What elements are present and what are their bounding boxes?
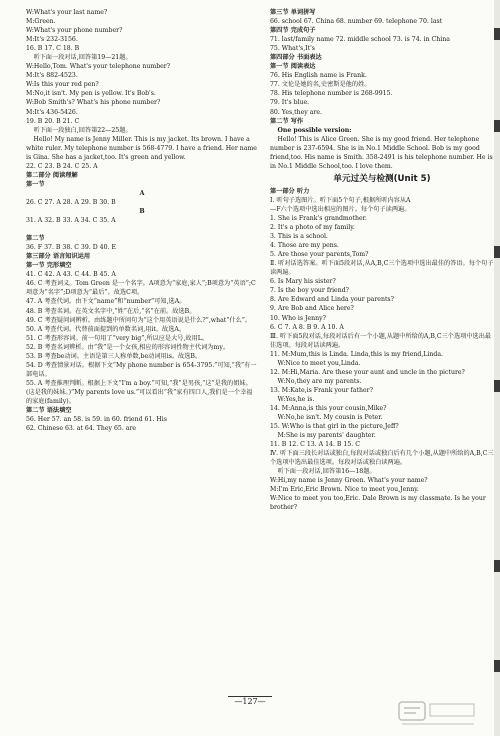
- right-column-line: W:No,they are my parents.: [277, 377, 362, 385]
- right-column-line: 13. M:Kate,is Frank your father?: [270, 386, 373, 394]
- edge-mark: [494, 560, 500, 572]
- right-column-line: 第一节 阅读表达: [270, 63, 316, 71]
- left-column-line: 第二部分 阅读理解: [26, 171, 78, 179]
- right-column-line: 9. Are Bob and Alice here?: [270, 305, 354, 313]
- right-column-line: 80. Yes,they are.: [270, 108, 323, 116]
- watermark-logo: [398, 700, 478, 730]
- right-column-line: 15. W:Who is that girl in the picture,Jeff?: [270, 423, 399, 431]
- right-column-line: 79. It's blue.: [270, 99, 310, 107]
- left-column-line: 54. D 考查情景对话。根据下文“My phone number is 654-3795.”可知,“我”有一部电话。: [26, 361, 257, 378]
- right-column-line: 第一部分 听力: [270, 187, 310, 195]
- left-column-line: M:It's 882-4523.: [26, 72, 78, 80]
- right-column-line: M:She is my parents' daughter.: [277, 432, 376, 440]
- left-column-line: 第一节: [26, 180, 45, 188]
- right-column-line: Ⅰ. 听句子选图片。听下面5个句子,根据所听内容从A: [270, 196, 411, 204]
- right-column-line: 第四节 完成句子: [270, 27, 316, 35]
- right-column-line: 3. This is a school.: [270, 233, 328, 241]
- right-column-line: 10. Who is Jenny?: [270, 314, 326, 322]
- right-column-line: 1. She is Frank's grandmother.: [270, 214, 367, 222]
- right-column-line: 75. What's,It's: [270, 45, 315, 53]
- right-column-line: 76. His English name is Frank.: [270, 72, 367, 80]
- left-column-line: [26, 225, 258, 234]
- left-column-line: B: [139, 208, 145, 216]
- left-column-line: M:No,it isn't. My pen is yellow. It's Bob's.: [26, 90, 156, 98]
- right-column-line: W:Nice to meet you too,Eric. Dale Brown is my classmate. Is he your brother?: [270, 495, 486, 512]
- left-column-line: 19. B 20. B 21. C: [26, 117, 80, 125]
- left-column-line: 50. A 考查代词。代替前面提到的单数名词,用it。故选A。: [26, 325, 186, 333]
- edge-mark: [494, 28, 500, 40]
- left-column-line: W:Hello,Tom. What's your telephone number?: [26, 63, 171, 71]
- right-column-line: 单元过关与检测(Unit 5): [333, 173, 431, 184]
- right-column-line: 14. M:Anna,is this your cousin,Mike?: [270, 404, 387, 412]
- left-column-line: W:What's your phone number?: [26, 27, 123, 35]
- right-column-line: 66. school 67. China 68. number 69. telephone 70. last: [270, 18, 443, 26]
- right-column-line: 2. It's a photo of my family.: [270, 224, 355, 232]
- right-column-line: 71. last/family name 72. middle school 73. is 74. in China: [270, 36, 450, 44]
- left-column-line: 31. A 32. B 33. A 34. C 35. A: [26, 217, 116, 225]
- right-column-line: W:Yes,he is.: [277, 395, 315, 403]
- left-column-line: M:Green.: [26, 18, 56, 26]
- right-column-line: M:I'm Eric,Eric Brown. Nice to meet you,Jenny.: [270, 486, 419, 494]
- left-column-line: 55. A 考查推理判断。根据上下文“I'm a boy.”可知,“我”是男孩,“这”是我的姐妹。(这是我的妹妹。)”My parents love us.”可以看出“我”家有四口人,我们是一个幸福的家庭(family)。: [26, 379, 253, 405]
- left-column-line: 51. C 考查形容词。前一句用了“very big”,所以应是大号,故用L。: [26, 334, 209, 342]
- right-column-line: Ⅲ. 听下面5段对话,每段对话后有一个小题,从题中所给的A,B,C三个选项中选出最佳选项。每段对话读两遍。: [270, 332, 492, 349]
- left-column-line: 16. B 17. C 18. B: [26, 45, 80, 53]
- page-edge-strip: [494, 0, 500, 736]
- left-column-line: 第二节: [26, 235, 45, 243]
- left-column-line: 听下面一段独白,回答第22—25题。: [33, 126, 132, 134]
- left-column-line: 第三部分 语言知识运用: [26, 253, 91, 261]
- right-column: [270, 8, 494, 513]
- right-column-line: One possible version:: [277, 126, 352, 134]
- left-column-line: Hello! My name is Jenny Miller. This is my jacket. Its brown. I have a white ruler. My telephone number is 568-4779. I have a friend. Her name is Gina. She has a jacket,too. It's green and yellow.: [26, 135, 257, 161]
- left-column-line: 第二节 语法填空: [26, 407, 72, 415]
- left-column-line: W:Bob Smith's? What's his phone number?: [26, 99, 161, 107]
- page-number: —127—: [0, 697, 500, 706]
- right-column-line: 8. Are Edward and Linda your parents?: [270, 296, 394, 304]
- right-column-line: W:Hi,my name is Jenny Green. What's your name?: [270, 477, 428, 485]
- edge-mark: [494, 246, 500, 258]
- left-column-line: 22. C 23. B 24. C 25. A: [26, 162, 98, 170]
- left-column: [26, 8, 258, 433]
- left-column-line: 56. Her 57. an 58. is 59. in 60. friend 61. His: [26, 416, 167, 424]
- left-column-line: W:What's your last name?: [26, 9, 108, 16]
- right-column-line: Ⅳ. 听下面三段长对话或独白,每段对话或独白后有几个小题,从题中所给的A,B,C三个选项中选出最佳选项。每段对话或独白读两遍。: [270, 450, 494, 467]
- right-column-line: —F六个选项中选出相应的图片。每个句子读两遍。: [270, 205, 411, 213]
- right-column-line: 12. M:Hi,Maria. Are these your aunt and uncle in the picture?: [270, 368, 465, 376]
- left-column-line: 47. A 考查代词。由下文“name”和“number”可知,选A。: [26, 298, 186, 306]
- left-column-line: 26. C 27. A 28. A 29. B 30. B: [26, 198, 116, 206]
- right-column-line: Hello! This is Alice Green. She is my good friend. Her telephone number is 237-6594. She is in No.1 Middle School. Bob is my good friend,too. His name is Smith. 358-2491 is his telephone number. He is in No.1 Middle School,too. I love them.: [270, 135, 493, 170]
- right-column-line: 7. Is the boy your friend?: [270, 287, 349, 295]
- right-column-line: Ⅱ. 听对话选答案。听下面5段对话,从A,B,C三个选项中选出最佳的答语。每个句子读两遍。: [270, 260, 494, 277]
- left-column-line: 41. C 42. A 43. C 44. B 45. A: [26, 271, 116, 279]
- left-column-line: W:Is this your red pen?: [26, 81, 99, 89]
- left-column-line: A: [139, 189, 145, 197]
- watermark-icon: [398, 700, 478, 730]
- left-column-line: M:It's 232-3156.: [26, 36, 78, 44]
- left-column-line: 49. C 考查疑问词辨析。由练题中所问句为“这个用英语说是什么?”,what“什么”。: [26, 316, 252, 324]
- right-column-line: 6. C 7. A 8. B 9. A 10. A: [270, 323, 344, 331]
- right-column-line: 6. Is Mary his sister?: [270, 278, 336, 286]
- right-column-line: 11. B 12. C 13. A 14. B 15. C: [270, 441, 360, 449]
- right-column-line: W:No,he isn't. My cousin is Peter.: [277, 414, 383, 422]
- edge-mark: [494, 660, 500, 672]
- right-column-line: 4. Those are my pens.: [270, 242, 339, 250]
- right-column-line: 第四部分 书面表达: [270, 54, 322, 62]
- left-column-line: 听下面一段对话,回答第19—21题。: [33, 54, 132, 62]
- left-column-line: 48. B 考查名词。在英文名字中,“姓”在后,“名”在前。故选B。: [26, 307, 196, 315]
- left-column-line: 第一节 完形填空: [26, 262, 72, 270]
- left-column-line: M:It's 436-5426.: [26, 108, 78, 116]
- right-column-line: 第二节 写作: [270, 117, 304, 125]
- left-column-line: 36. F 37. B 38. C 39. D 40. E: [26, 244, 116, 252]
- left-column-line: 46. C 考查词义。Tom Green 是一个名字。A项意为“家庭,家人”;B项意为“英语”;C项意为“名字”;D项意为“最后”。故选C项。: [26, 280, 256, 297]
- left-column-line: 62. Chinese 63. at 64. They 65. are: [26, 425, 137, 433]
- right-column-line: 78. His telephone number is 268-9915.: [270, 90, 393, 98]
- right-column-line: W:Nice to meet you,Linda.: [277, 359, 361, 367]
- right-column-line: 11. M:Mum,this is Linda. Linda,this is my friend,Linda.: [270, 350, 443, 358]
- edge-mark: [494, 120, 500, 132]
- left-column-line: 53. B 考查be动词。主语是第三人称单数,be动词用is。故选B。: [26, 352, 202, 360]
- right-column-line: 听下面一段对话,回答第16—18题。: [277, 468, 376, 476]
- right-column-line: 5. Are those your parents,Tom?: [270, 251, 369, 259]
- right-column-line: 77. 文伦是她的名,史密斯是他的姓。: [270, 81, 371, 89]
- edge-mark: [494, 380, 500, 392]
- left-column-line: 52. B 考查名词辨析。由“我”是一个女孩,相应的形容词性物主代词为my。: [26, 343, 230, 351]
- right-column-line: 第三节 单词拼写: [270, 9, 316, 16]
